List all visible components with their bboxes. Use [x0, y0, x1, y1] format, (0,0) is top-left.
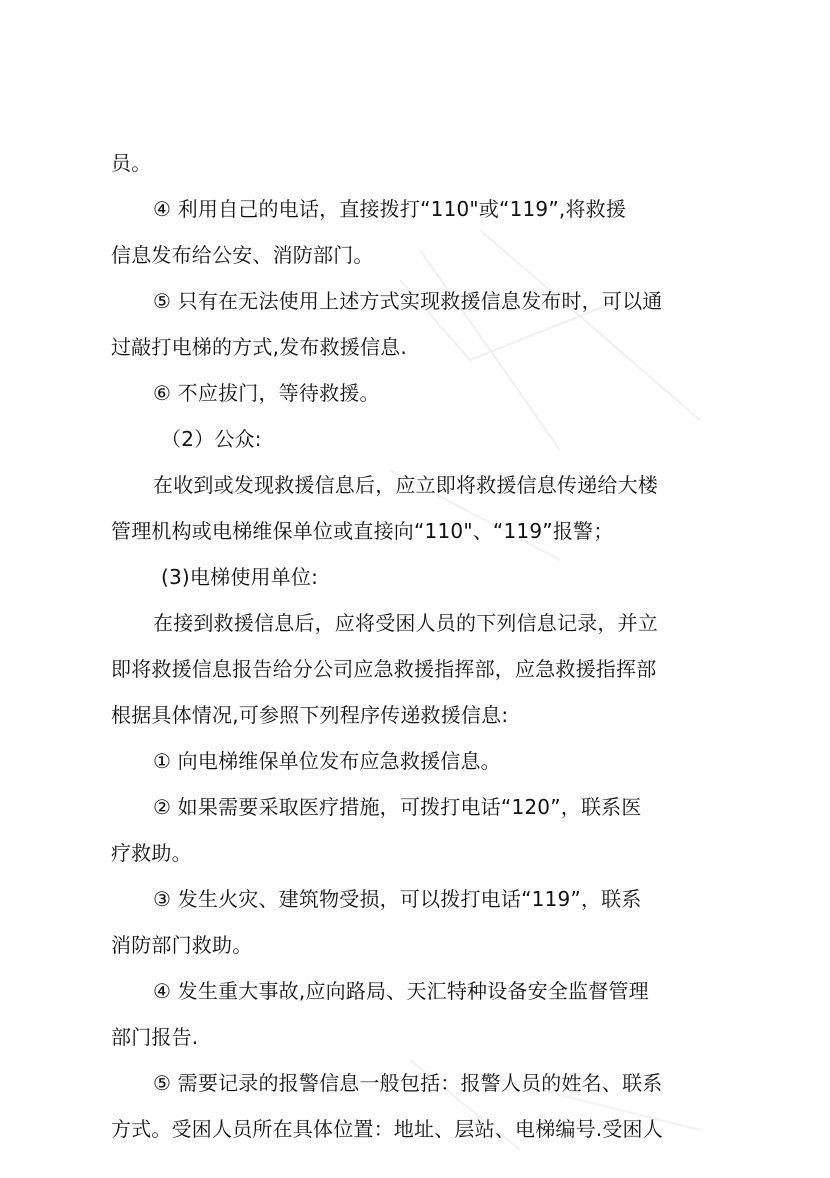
text-line: 管理机构或电梯维保单位或直接向“110"、“119”报警； [111, 519, 614, 543]
text-line: (3)电梯使用单位: [161, 565, 319, 589]
text-line: 疗救助。 [111, 841, 192, 865]
text-line: ⑤ 只有在无法使用上述方式实现救援信息发布时，可以通 [153, 289, 663, 313]
document-body [111, 140, 721, 1152]
text-line: 员。 [111, 151, 152, 175]
text-line: 在收到或发现救援信息后，应立即将救援信息传递给大楼 [153, 473, 658, 497]
text-line: 过敲打电梯的方式,发布救援信息. [111, 335, 407, 359]
text-line: 消防部门救助。 [111, 933, 253, 957]
text-line: 部门报告. [111, 1025, 199, 1049]
text-line: ① 向电梯维保单位发布应急救援信息。 [153, 749, 501, 773]
text-line: 信息发布给公安、消防部门。 [111, 243, 374, 267]
text-line: 在接到救援信息后，应将受困人员的下列信息记录，并立 [153, 611, 658, 635]
text-line: ⑤ 需要记录的报警信息一般包括：报警人员的姓名、联系 [153, 1071, 663, 1095]
text-line: ⑥ 不应拔门，等待救援。 [153, 381, 380, 405]
text-line: 根据具体情况,可参照下列程序传递救援信息: [111, 703, 509, 727]
text-line: ④ 利用自己的电话，直接拨打“110"或“119”,将救援 [153, 197, 627, 221]
text-line: （2）公众: [161, 427, 262, 451]
text-line: 即将救援信息报告给分公司应急救援指挥部，应急救援指挥部 [111, 657, 657, 681]
text-line: ④ 发生重大事故,应向路局、天汇特种设备安全监督管理 [153, 979, 649, 1003]
text-line: ③ 发生火灾、建筑物受损，可以拨打电话“119”，联系 [153, 887, 642, 911]
text-line: 方式。受困人员所在具体位置：地址、层站、电梯编号.受困人 [111, 1117, 663, 1141]
text-line: ② 如果需要采取医疗措施，可拨打电话“120”，联系医 [153, 795, 642, 819]
